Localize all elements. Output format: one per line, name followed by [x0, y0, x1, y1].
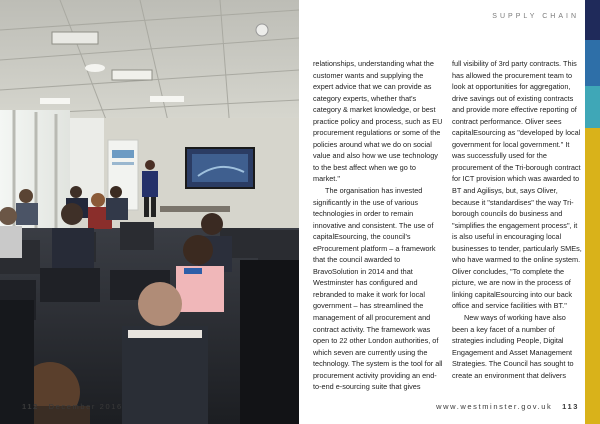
accent-navy-block — [585, 0, 600, 40]
article-page — [299, 0, 585, 424]
left-page-folio — [22, 402, 123, 411]
article-column-2 — [452, 58, 583, 381]
right-page-folio — [436, 402, 579, 411]
column-2-paragraph-2: New ways of working have also been a key facet of a number of strategies including People, Digital Engagement and Asset Management Strategies. The Council has sought to create an environment that delivers — [452, 313, 574, 380]
left-page-number: 112 — [22, 402, 39, 411]
accent-gold-block — [585, 128, 600, 424]
issue-date: December 2016 — [48, 402, 123, 411]
conference-photo-illustration — [0, 0, 299, 424]
section-label: SUPPLY CHAIN — [492, 13, 579, 20]
website-url: www.westminster.gov.uk — [436, 402, 553, 411]
column-1-paragraph-1: relationships, understanding what the customer wants and supplying the expert advice that we can provide as category experts, whether that's category & market knowledge, or best practice policy and process, such as EU procurement regulations or some of the policies around what we do on social value and also how we use technology to the best affect when we go to market." — [313, 59, 443, 184]
column-1-paragraph-2: The organisation has invested significantly in the use of various technologies in order to remain innovative and consistent. The use of capitalEsourcing, the council's eProcurement platform – a framework that the council awarded to BravoSolution in 2014 and that Westminster has configured and rebranded to make it work for local government – has streamlined the management of all procurement and contract activity. The framework was open to 22 other London authorities, of which seven are currently using the technology. The system is the tool for all procurement activity providing an end-to-end e-sourcing suite that gives — [313, 186, 443, 392]
right-page-number: 113 — [562, 402, 579, 411]
column-2-paragraph-1: full visibility of 3rd party contracts. This has allowed the procurement team to look at opportunities for aggregation, drive savings out of existing contracts and provide more effective reporting of contract performance. Oliver sees capitalEsourcing as "developed by local government for local government." It was successfully used for the procurement of the Tri-borough contract for ICT provision which was awarded to BT and Agilisys, but, says Oliver, because it "standardises" the way Tri-borough councils do business and "simplifies the engagement process", it is also useful in encouraging local businesses to tender, particularly SMEs, who have warmed to the online system. Oliver concludes, "To complete the picture, we are now in the process of linking capitalEsourcing into our back office and service facilities with BT." — [452, 59, 582, 311]
accent-color-strip — [585, 0, 600, 424]
article-column-1 — [313, 58, 444, 393]
accent-blue-block — [585, 40, 600, 86]
conference-photo — [0, 0, 299, 424]
accent-teal-block — [585, 86, 600, 128]
